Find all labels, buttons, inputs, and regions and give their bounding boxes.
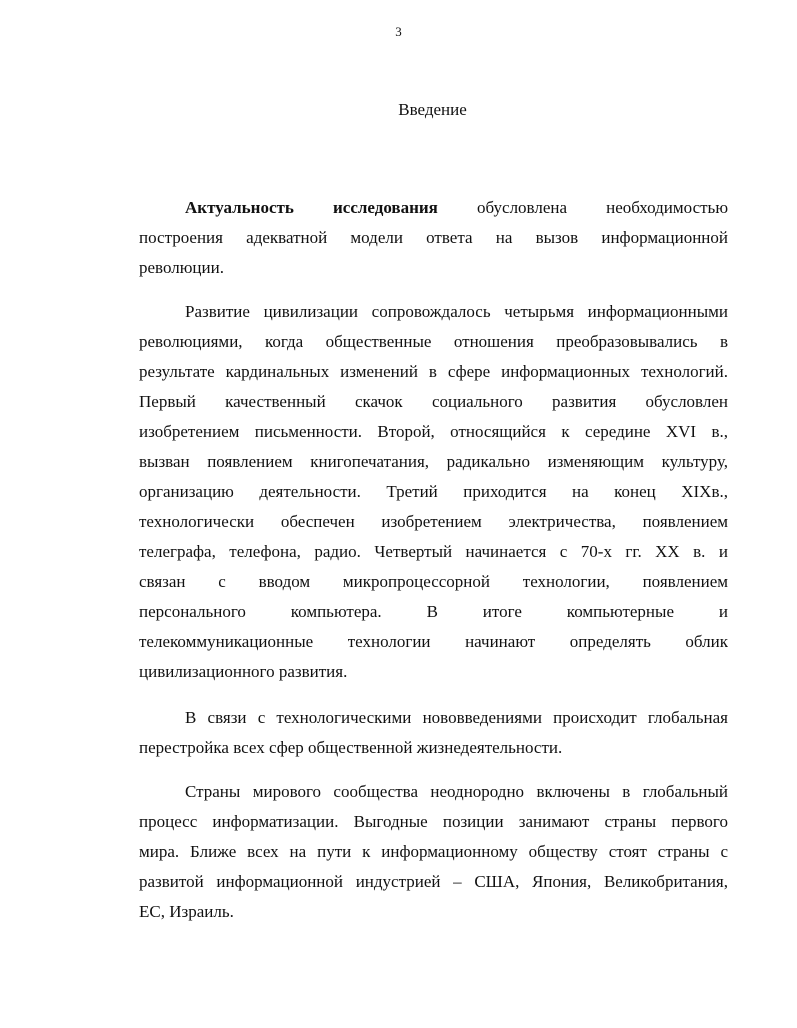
paragraph-line: связан с вводом микропроцессорной технологии, появлением: [139, 572, 728, 591]
paragraph-line: организацию деятельности. Третий приходится на конец XIXв.,: [139, 482, 728, 501]
paragraph-line: Развитие цивилизации сопровождалось четырьмя информационными: [185, 302, 728, 321]
paragraph-line: В связи с технологическими нововведениями происходит глобальная: [185, 708, 728, 727]
paragraph-line: Страны мирового сообщества неоднородно включены в глобальный: [185, 782, 728, 801]
paragraph-relevance: [139, 193, 728, 283]
paragraph-line: революциями, когда общественные отношения преобразовывались в: [139, 332, 728, 351]
paragraph-line: вызван появлением книгопечатания, радикально изменяющим культуру,: [139, 452, 728, 471]
paragraph-line: мира. Ближе всех на пути к информационному обществу стоят страны с: [139, 842, 728, 861]
paragraph-line: технологически обеспечен изобретением электричества, появлением: [139, 512, 728, 531]
page-number: 3: [395, 24, 402, 39]
paragraph-line: [139, 193, 728, 223]
bold-term-research: исследования: [332, 198, 438, 217]
paragraph-line: персонального компьютера. В итоге компьютерные и: [139, 602, 728, 621]
paragraph-revolutions: [139, 297, 728, 687]
paragraph-line: результате кардинальных изменений в сфере информационных технологий.: [139, 362, 728, 381]
paragraph-line-text: обусловлена необходимостью: [477, 198, 728, 217]
paragraph-line: ЕС, Израиль.: [139, 902, 234, 921]
paragraph-line: изобретением письменности. Второй, относящийся к середине XVI в.,: [139, 422, 728, 441]
paragraph-line: процесс информатизации. Выгодные позиции занимают страны первого: [139, 812, 728, 831]
paragraph-line: цивилизационного развития.: [139, 662, 348, 681]
paragraph-line: Первый качественный скачок социального развития обусловлен: [139, 392, 728, 411]
page-title: Введение: [398, 100, 467, 119]
paragraph-line: телекоммуникационные технологии начинают определять облик: [139, 632, 728, 651]
paragraph-countries: [139, 777, 728, 927]
paragraph-restructuring: [139, 703, 728, 763]
paragraph-line: перестройка всех сфер общественной жизнедеятельности.: [139, 738, 563, 757]
paragraph-line: развитой информационной индустрией – США, Япония, Великобритания,: [139, 872, 728, 891]
paragraph-line: телеграфа, телефона, радио. Четвертый начинается с 70-х гг. XX в. и: [139, 542, 728, 561]
paragraph-line: революции.: [139, 258, 224, 277]
paragraph-line: построения адекватной модели ответа на вызов информационной: [139, 228, 728, 247]
bold-term-relevance: Актуальность: [185, 198, 294, 217]
